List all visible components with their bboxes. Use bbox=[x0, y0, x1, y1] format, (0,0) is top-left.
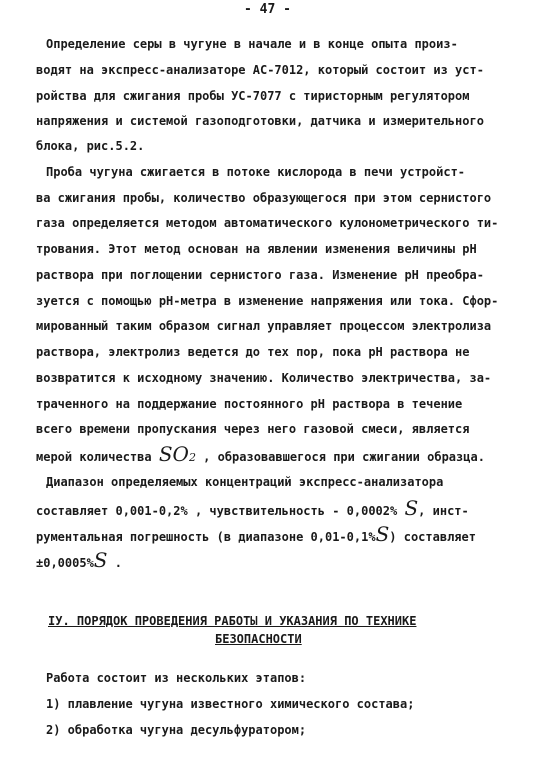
text-line: газа определяется методом автоматического кулонометрического ти- bbox=[36, 216, 499, 230]
text-line: напряжения и системой газоподготовки, датчика и измерительного bbox=[36, 114, 484, 128]
text-fragment: составляет 0,001-0,2% , чувствительность - 0,0002% bbox=[36, 504, 405, 518]
text-line: Определение серы в чугуне в начале и в конце опыта произ- bbox=[46, 37, 458, 51]
list-item: 1) плавление чугуна известного химического состава; bbox=[46, 697, 415, 711]
text-line: Диапазон определяемых концентраций экспресс-анализатора bbox=[46, 475, 444, 489]
text-fragment: рументальная погрешность (в диапазоне 0,01-0,1% bbox=[36, 530, 376, 544]
so2-subscript: 2 bbox=[188, 451, 196, 464]
text-fragment: . bbox=[107, 556, 122, 570]
text-line-error bbox=[36, 522, 476, 546]
text-line: ройства для сжигания пробы УС-7077 с тиристорным регулятором bbox=[36, 89, 470, 103]
text-fragment: , образовавшегося при сжигании образца. bbox=[195, 450, 485, 464]
page-number: - 47 - bbox=[244, 2, 291, 17]
text-fragment: ±0,0005% bbox=[36, 556, 94, 570]
so2-symbol-s: S bbox=[158, 442, 173, 466]
text-line: траченного на поддержание постоянного рН раствора в течение bbox=[36, 397, 463, 411]
list-item: 2) обработка чугуна десульфуратором; bbox=[46, 723, 307, 737]
text-line: Проба чугуна сжигается в потоке кислорода в печи устройст- bbox=[46, 165, 466, 179]
text-line: блока, рис.5.2. bbox=[36, 139, 145, 153]
text-line: возвратится к исходному значению. Количество электричества, за- bbox=[36, 371, 492, 385]
text-fragment: , инст- bbox=[418, 504, 469, 518]
text-line-sensitivity bbox=[36, 496, 469, 520]
text-line: раствора при поглощении сернистого газа. Изменение рН преобра- bbox=[36, 268, 484, 282]
text-line: всего времени пропускания через него газовой смеси, является bbox=[36, 422, 470, 436]
text-line-tolerance bbox=[36, 548, 122, 572]
text-fragment: ) составляет bbox=[389, 530, 476, 544]
text-line: водят на экспресс-анализаторе АС-7012, который состоит из уст- bbox=[36, 63, 484, 77]
sulfur-symbol: S bbox=[375, 522, 390, 546]
so2-symbol-o: O bbox=[172, 442, 189, 466]
section-heading-continued: БЕЗОПАСНОСТИ bbox=[215, 632, 302, 646]
text-fragment: мерой количества bbox=[36, 450, 159, 464]
text-line: зуется с помощью рН-метра в изменение напряжения или тока. Сфор- bbox=[36, 294, 499, 308]
text-line: трования. Этот метод основан на явлении изменения величины рН bbox=[36, 242, 477, 256]
text-line: мированный таким образом сигнал управляет процессом электролиза bbox=[36, 319, 492, 333]
text-line: раствора, электролиз ведется до тех пор, пока рН раствора не bbox=[36, 345, 470, 359]
sulfur-symbol: S bbox=[93, 548, 108, 572]
section-heading: IУ. ПОРЯДОК ПРОВЕДЕНИЯ РАБОТЫ И УКАЗАНИЯ ПО ТЕХНИКЕ bbox=[48, 614, 417, 628]
text-line: ва сжигания пробы, количество образующегося при этом сернистого bbox=[36, 191, 492, 205]
text-line-so2 bbox=[36, 442, 485, 466]
text-line: Работа состоит из нескольких этапов: bbox=[46, 671, 307, 685]
sulfur-symbol: S bbox=[404, 496, 419, 520]
